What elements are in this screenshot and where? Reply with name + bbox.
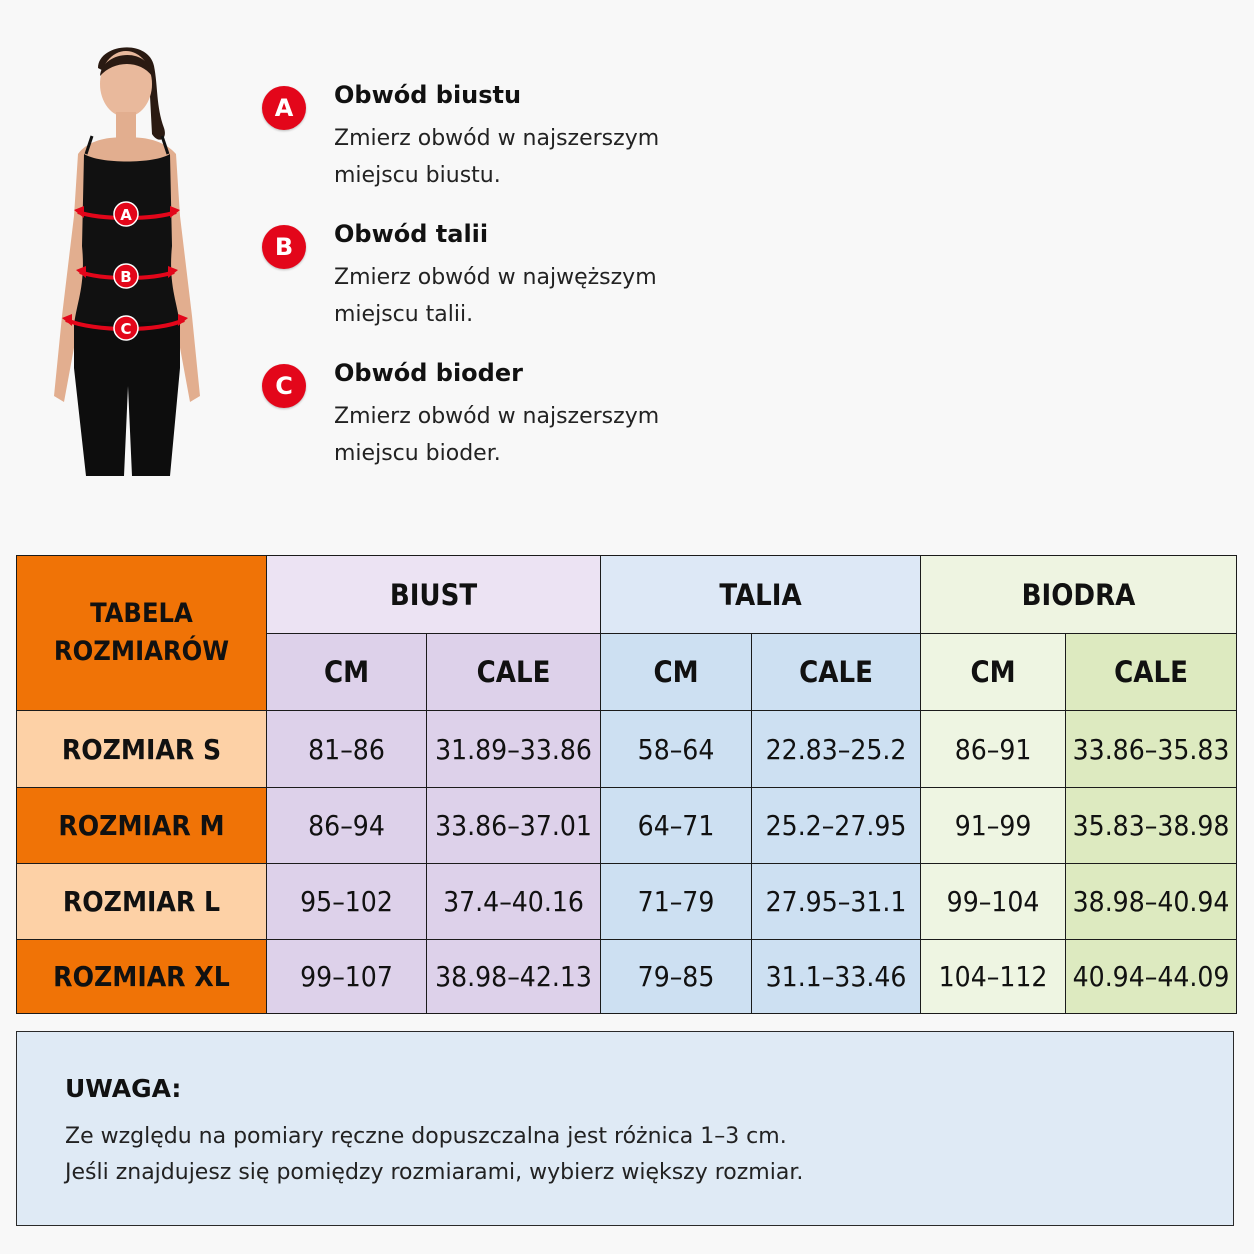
svg-text:B: B [120,268,132,286]
table-cell: 40.94–44.09 [1066,940,1237,1014]
size-label: ROZMIAR L [17,864,267,940]
table-cell: 99–104 [921,864,1066,940]
woman-silhouette-illustration [30,36,225,476]
svg-text:C: C [120,320,132,338]
table-cell: 91–99 [921,788,1066,864]
legend-desc-bust [334,120,694,194]
legend-desc-line: miejscu bioder. [334,441,501,466]
legend-title-waist: Obwód talii [334,220,489,248]
table-row [17,711,1237,788]
note-box [16,1031,1234,1226]
table-cell: 58–64 [601,711,752,788]
group-header-biodra: BIODRA [921,556,1237,634]
unit-header: CALE [1066,634,1237,711]
table-corner-label [17,556,267,711]
legend-item-waist [262,219,782,358]
table-row [17,864,1237,940]
unit-header: CALE [427,634,601,711]
table-cell: 81–86 [267,711,427,788]
table-cell: 86–94 [267,788,427,864]
table-cell: 79–85 [601,940,752,1014]
corner-line: TABELA [90,598,193,629]
svg-text:A: A [120,206,132,224]
table-header-row [17,556,1237,634]
badge-c: C [262,364,306,408]
table-cell: 31.89–33.86 [427,711,601,788]
model-figure [30,36,225,476]
unit-header: CALE [752,634,921,711]
size-label: ROZMIAR S [17,711,267,788]
legend-item-bust [262,80,782,219]
legend-desc-line: Zmierz obwód w najwęższym [334,265,657,290]
legend-desc-line: Zmierz obwód w najszerszym [334,404,660,429]
unit-header: CM [921,634,1066,711]
table-cell: 33.86–37.01 [427,788,601,864]
table-cell: 71–79 [601,864,752,940]
legend-title-bust: Obwód biustu [334,81,522,109]
note-title: UWAGA: [65,1074,182,1103]
note-line-2: Jeśli znajdujesz się pomiędzy rozmiarami, wybierz większy rozmiar. [65,1160,804,1185]
table-cell: 104–112 [921,940,1066,1014]
table-cell: 38.98–40.94 [1066,864,1237,940]
marker-a [114,202,138,226]
measurement-legend [262,80,782,497]
table-cell: 64–71 [601,788,752,864]
legend-desc-hips [334,398,694,472]
unit-header: CM [267,634,427,711]
marker-c [114,316,138,340]
table-cell: 22.83–25.2 [752,711,921,788]
badge-b: B [262,225,306,269]
table-cell: 31.1–33.46 [752,940,921,1014]
unit-header: CM [601,634,752,711]
size-label: ROZMIAR M [17,788,267,864]
size-label: ROZMIAR XL [17,940,267,1014]
corner-line: ROZMIARÓW [53,636,230,667]
table-cell: 86–91 [921,711,1066,788]
table-cell: 33.86–35.83 [1066,711,1237,788]
size-table [16,555,1237,1014]
table-row [17,940,1237,1014]
table-cell: 27.95–31.1 [752,864,921,940]
legend-desc-waist [334,259,694,333]
table-row [17,788,1237,864]
legend-desc-line: miejscu talii. [334,302,474,327]
table-cell: 37.4–40.16 [427,864,601,940]
legend-title-hips: Obwód bioder [334,359,523,387]
table-cell: 25.2–27.95 [752,788,921,864]
table-cell: 95–102 [267,864,427,940]
table-cell: 35.83–38.98 [1066,788,1237,864]
legend-item-hips [262,358,782,497]
note-line-1: Ze względu na pomiary ręczne dopuszczalna jest różnica 1–3 cm. [65,1124,787,1149]
group-header-biust: BIUST [267,556,601,634]
badge-a: A [262,86,306,130]
table-cell: 99–107 [267,940,427,1014]
legend-desc-line: Zmierz obwód w najszerszym [334,126,660,151]
legend-desc-line: miejscu biustu. [334,163,501,188]
group-header-talia: TALIA [601,556,921,634]
marker-b [114,264,138,288]
table-cell: 38.98–42.13 [427,940,601,1014]
